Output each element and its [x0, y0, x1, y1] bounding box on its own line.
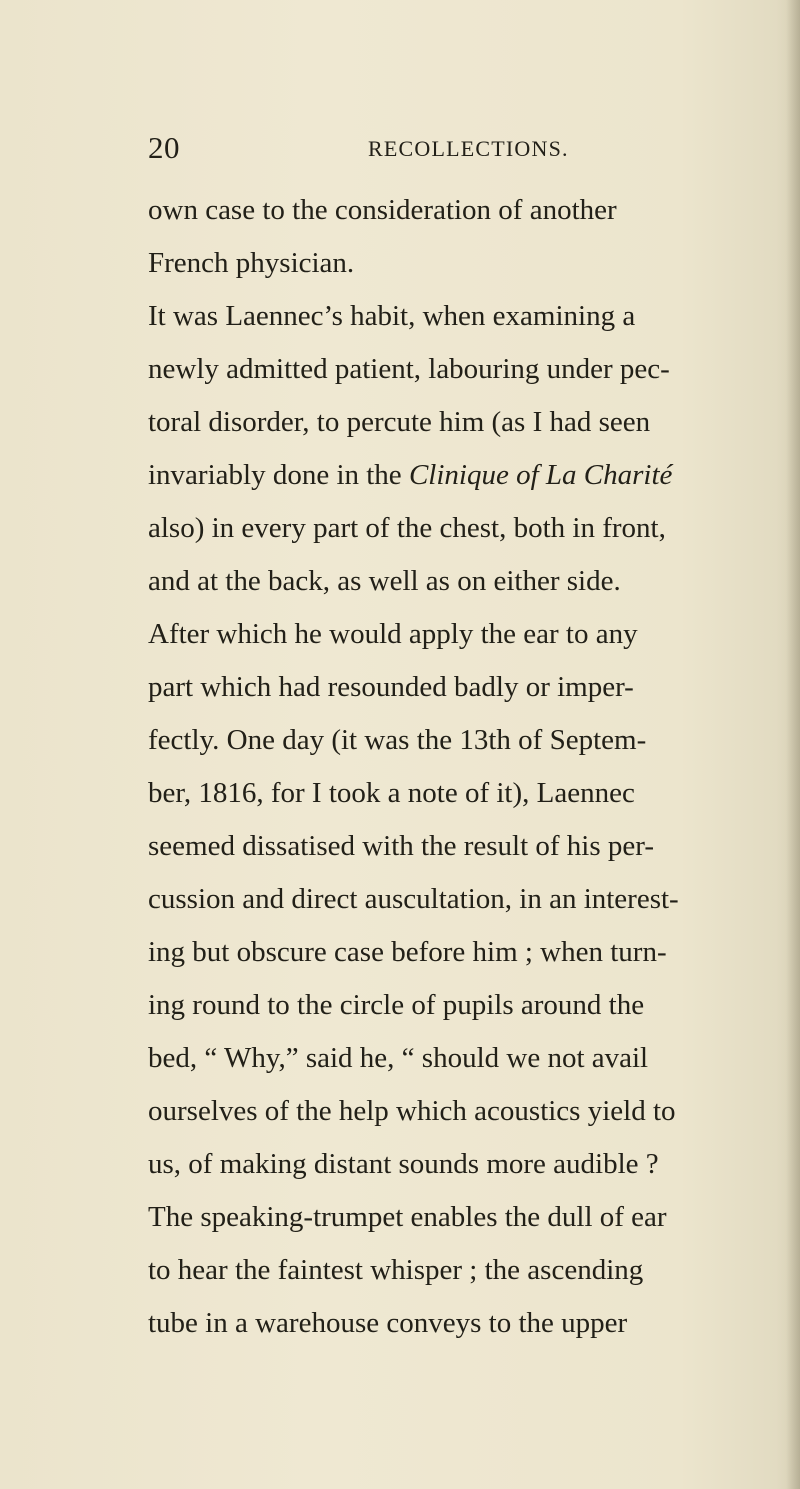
text-line: tube in a warehouse conveys to the upper: [148, 1307, 628, 1339]
text-line: own case to the consideration of another: [148, 194, 617, 226]
text-line: ber, 1816, for I took a note of it), Laennec: [148, 777, 635, 809]
text-line: also) in every part of the chest, both in front,: [148, 512, 666, 544]
text-line: It was Laennec’s habit, when examining a: [148, 300, 636, 332]
text-line: cussion and direct auscultation, in an interest-: [148, 883, 679, 915]
text-line: us, of making distant sounds more audible ?: [148, 1148, 659, 1180]
text-line: The speaking-trumpet enables the dull of ear: [148, 1201, 667, 1233]
body-text: [148, 184, 788, 1350]
text-line-part: invariably done in the: [148, 459, 409, 491]
text-line: and at the back, as well as on either side.: [148, 565, 621, 597]
running-head-title: RECOLLECTIONS.: [368, 136, 569, 161]
page-edge-shadow: [786, 0, 800, 1489]
text-line: seemed dissatised with the result of his per-: [148, 830, 654, 862]
text-line: ing but obscure case before him ; when turn-: [148, 936, 667, 968]
text-line: newly admitted patient, labouring under pec-: [148, 353, 670, 385]
text-line: ing round to the circle of pupils around the: [148, 989, 645, 1021]
text-line: French physician.: [148, 247, 355, 279]
text-line: ourselves of the help which acoustics yield to: [148, 1095, 676, 1127]
text-line: [148, 449, 788, 502]
page-number: 20: [148, 130, 180, 165]
text-line: bed, “ Why,” said he, “ should we not avail: [148, 1042, 649, 1074]
text-line: part which had resounded badly or imper-: [148, 671, 634, 703]
italic-title: Clinique of La Charité: [408, 459, 673, 491]
text-line: to hear the faintest whisper ; the ascending: [148, 1254, 644, 1286]
text-line: fectly. One day (it was the 13th of Septem-: [148, 724, 647, 756]
running-head: [148, 128, 588, 168]
text-line: toral disorder, to percute him (as I had seen: [148, 406, 651, 438]
text-line: After which he would apply the ear to any: [148, 618, 638, 650]
